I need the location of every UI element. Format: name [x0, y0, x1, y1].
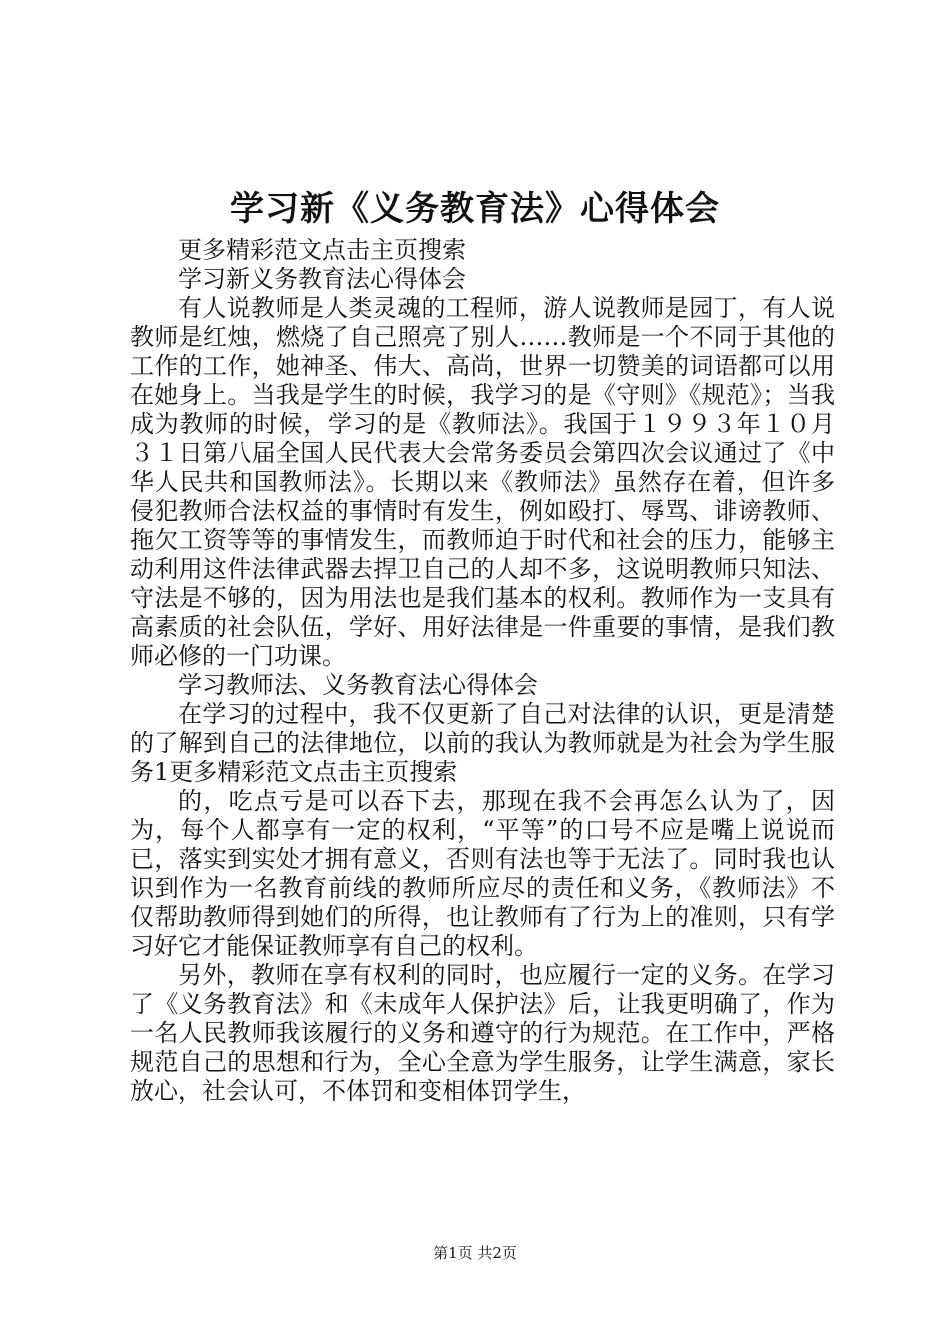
paragraph-subtitle-2: 学习教师法、义务教育法心得体会 [178, 671, 538, 699]
page-footer: 第1页 共2页 [433, 1244, 517, 1262]
paragraph-rights: 的，吃点亏是可以吞下去，那现在我不会再怎么认为了，因为，每个人都享有一定的权利，“平等”的口号不应是嘴上说说而已，落实到实处才拥有意义，否则有法也等于无法了。同时我也认识到作为一名教育前线的教师所应尽的责任和义务，《教师法》不仅帮助教师得到她们的所得，也让教师有了行为上的准则，只有学习好它才能保证教师享有自己的权利。 [130, 787, 835, 960]
paragraph-intro: 有人说教师是人类灵魂的工程师，游人说教师是园丁，有人说教师是红烛，燃烧了自己照亮了别人……教师是一个不同于其他的工作的工作，她神圣、伟大、高尚，世界一切赞美的词语都可以用在她身上。当我是学生的时候，我学习的是《守则》《规范》；当我成为教师的时候，学习的是《教师法》。我国于１９９３年１０月３１日第八届全国人民代表大会常务委员会第四次会议通过了《中华人民共和国教师法》。长期以来《教师法》虽然存在着，但许多侵犯教师合法权益的事情时有发生，例如殴打、辱骂、诽谤教师、拖欠工资等等的事情发生，而教师迫于时代和社会的压力，能够主动利用这件法律武器去捍卫自己的人却不多，这说明教师只知法、守法是不够的，因为用法也是我们基本的权利。教师作为一支具有高素质的社会队伍，学好、用好法律是一件重要的事情，是我们教师必修的一门功课。 [130, 294, 835, 670]
document-body [130, 236, 835, 1106]
paragraph-subtitle-1: 学习新义务教育法心得体会 [178, 265, 466, 293]
document-title: 学习新《义务教育法》心得体会 [230, 189, 720, 229]
paragraph-more-link-notice: 更多精彩范文点击主页搜索 [178, 236, 466, 264]
paragraph-learning: 在学习的过程中，我不仅更新了自己对法律的认识，更是清楚的了解到自己的法律地位，以前的我认为教师就是为社会为学生服务1更多精彩范文点击主页搜索 [130, 700, 835, 786]
paragraph-duties: 另外，教师在享有权利的同时，也应履行一定的义务。在学习了《义务教育法》和《未成年人保护法》后，让我更明确了，作为一名人民教师我该履行的义务和遵守的行为规范。在工作中，严格规范自己的思想和行为，全心全意为学生服务，让学生满意，家长放心，社会认可，不体罚和变相体罚学生， [130, 961, 835, 1105]
